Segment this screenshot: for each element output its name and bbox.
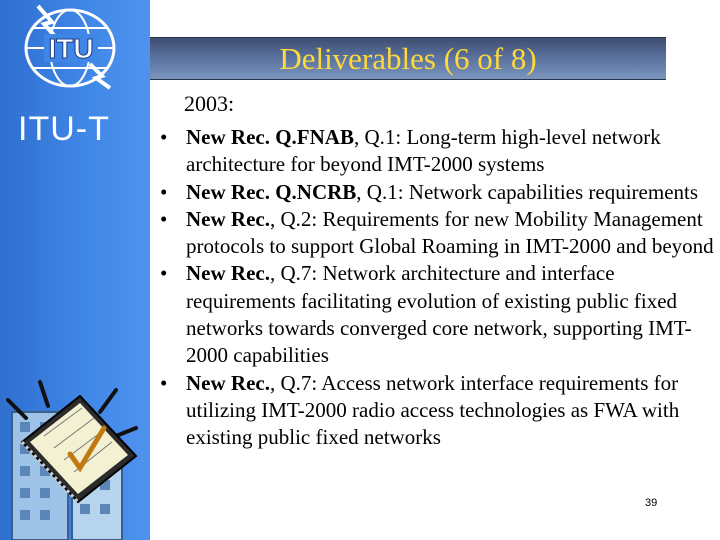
- itu-globe-logo-icon: [8, 2, 128, 90]
- question-ref: , Q.1:: [356, 179, 404, 204]
- bullet: •: [160, 125, 168, 149]
- list-item: [152, 370, 718, 452]
- logo-text: ITU: [48, 33, 94, 64]
- sidebar-label: ITU-T: [18, 110, 110, 148]
- item-description: Network capabilities requirements: [403, 179, 699, 204]
- rec-name: New Rec.: [186, 206, 270, 231]
- question-ref: , Q.7:: [269, 370, 318, 395]
- item-description: Access network interface requirements for utilizing IMT-2000 radio access technologies as FWA with existing public fixed networks: [186, 370, 680, 450]
- item-description: Long-term high-level network architecture for beyond IMT-2000 systems: [186, 125, 661, 177]
- bullet: •: [160, 179, 168, 204]
- question-ref: , Q.1:: [353, 125, 402, 149]
- list-item: [152, 179, 718, 206]
- list-item: [152, 124, 718, 179]
- question-ref: , Q.2:: [269, 206, 318, 231]
- list-item: [152, 260, 718, 369]
- rec-name: New Rec.: [186, 370, 270, 395]
- deliverables-list: [152, 124, 718, 452]
- page-number: 39: [645, 497, 658, 509]
- item-description: Network architecture and interface requirements facilitating evolution of existing public fixed networks towards converged core network, supporting IMT-2000 capabilities: [186, 261, 692, 368]
- bullet: •: [160, 370, 168, 395]
- list-item: [152, 206, 718, 261]
- year-heading: 2003:: [184, 91, 235, 116]
- slide-title: Deliverables (6 of 8): [279, 41, 537, 76]
- sidebar: [0, 0, 150, 540]
- rec-name: New Rec. Q.FNAB: [186, 125, 354, 149]
- rec-name: New Rec. Q.NCRB: [186, 179, 357, 204]
- question-ref: , Q.7:: [269, 261, 318, 286]
- bullet: •: [160, 206, 168, 231]
- bullet: •: [160, 261, 168, 286]
- notebook-checkmark-building-icon: [0, 372, 150, 540]
- rec-name: New Rec.: [186, 261, 270, 286]
- item-description: Requirements for new Mobility Management protocols to support Global Roaming in IMT-2000 and beyond: [186, 206, 714, 259]
